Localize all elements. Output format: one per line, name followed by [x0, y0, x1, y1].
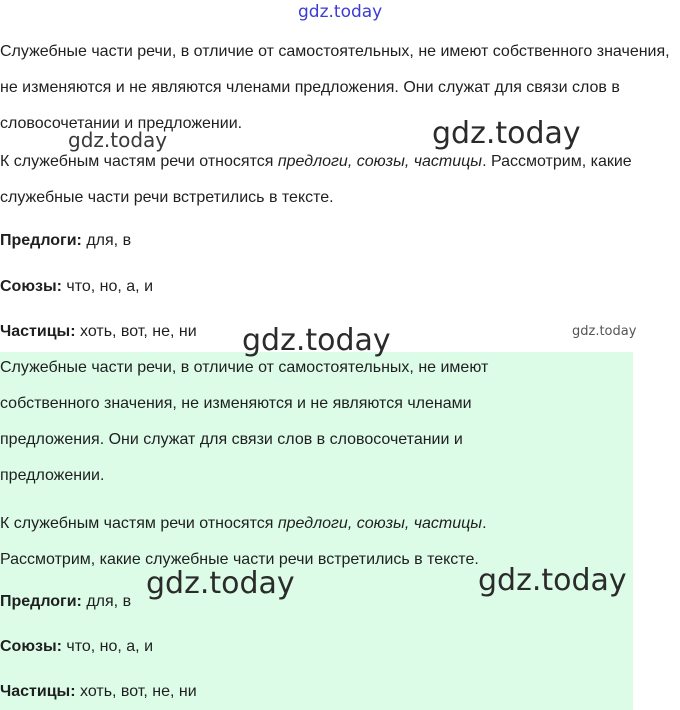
intro-paragraph: Служебные части речи, в отличие от самостоятельных, не имеют собственного значения, не изменяются и не являются членами предложения. Они служат для связи слов в словосочетании и предложении.	[0, 43, 670, 132]
separator: ,	[347, 153, 357, 170]
parts-text: К служебным частям речи относятся	[0, 515, 278, 532]
particles-value: хоть, вот, не, ни	[75, 683, 197, 700]
particles-label: Частицы:	[0, 683, 76, 700]
watermark-top: gdz.today	[298, 2, 383, 22]
watermark: gdz.today	[432, 116, 581, 151]
separator: ,	[404, 515, 414, 532]
conjunctions-value: что, но, а, и	[61, 278, 154, 295]
watermark: gdz.today	[242, 323, 391, 358]
term-conjunctions: союзы	[356, 153, 405, 170]
term-prepositions: предлоги	[277, 515, 348, 532]
conjunctions-label: Союзы:	[0, 278, 62, 295]
watermark: gdz.today	[478, 563, 627, 598]
term-particles: частицы	[413, 153, 483, 170]
conjunctions-value: что, но, а, и	[61, 638, 154, 655]
particles-line	[0, 680, 197, 704]
prepositions-value: для, в	[81, 593, 132, 610]
watermark: gdz.today	[68, 128, 168, 152]
intro-paragraph: Служебные части речи, в отличие от самостоятельных, не имеют собственного значения, не изменяются и не являются членами предложения. Они служат для связи слов в словосочетании и предложении.	[0, 359, 489, 484]
watermark: gdz.today	[146, 566, 295, 601]
answer-block-highlighted	[0, 350, 560, 578]
parts-text: К служебным частям речи относятся	[0, 153, 278, 170]
prepositions-label: Предлоги:	[0, 232, 82, 249]
prepositions-label: Предлоги:	[0, 593, 82, 610]
conjunctions-label: Союзы:	[0, 638, 62, 655]
separator: ,	[404, 153, 414, 170]
particles-line	[0, 320, 197, 344]
conjunctions-line	[0, 635, 153, 659]
parts-text-end: . Рассмотрим, какие служебные части речи встретились в тексте.	[0, 515, 487, 568]
conjunctions-line	[0, 275, 153, 299]
prepositions-line	[0, 229, 131, 253]
parts-paragraph	[0, 144, 675, 216]
particles-value: хоть, вот, не, ни	[75, 323, 197, 340]
parts-text-end: . Рассмотрим, какие служебные части речи встретились в тексте.	[0, 153, 632, 206]
term-particles: частицы	[413, 515, 483, 532]
separator: ,	[347, 515, 357, 532]
term-conjunctions: союзы	[356, 515, 405, 532]
watermark: gdz.today	[572, 324, 637, 339]
prepositions-value: для, в	[81, 232, 132, 249]
particles-label: Частицы:	[0, 323, 76, 340]
prepositions-line	[0, 590, 131, 614]
term-prepositions: предлоги	[277, 153, 348, 170]
